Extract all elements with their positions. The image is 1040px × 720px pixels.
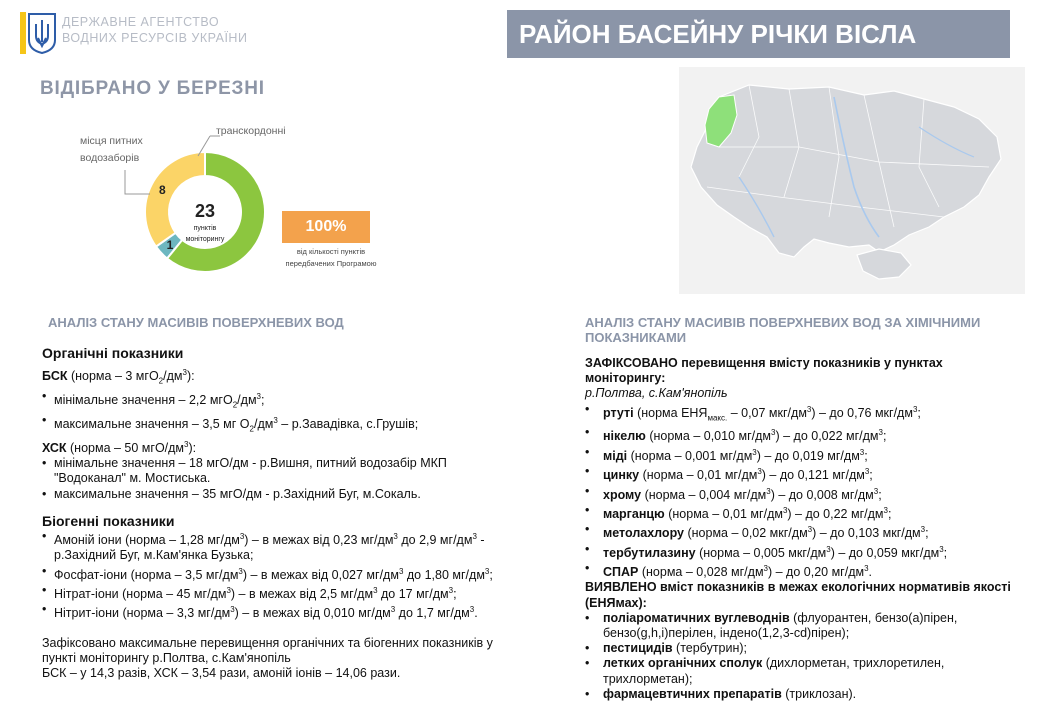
donut-segment-1 <box>145 152 205 247</box>
found-list <box>585 611 1015 702</box>
nitrite-line: • Нітрит-іони (норма – 3,3 $мг/дм^3$) – в межах від 0,010 $мг/дм^3$ до 1,7 $мг/дм^3$. <box>42 602 514 621</box>
exceedance-item: • нікелю (норма – 0,010 $мг/дм^3$) – до 0,022 $мг/дм^3$; <box>585 425 1015 444</box>
right-column <box>585 356 1015 702</box>
exceedance-item: • хрому (норма – 0,004 $мг/дм^3$) – до 0,008 $мг/дм^3$; <box>585 484 1015 503</box>
bsk-min: • мінімальне значення – 2,2 $мгО_2/дм^3$; <box>42 389 514 413</box>
summary-text: Зафіксовано максимальне перевищення органічних та біогенних показників у пункті моніторингу р.Полтва, с.Кам'янопіль <box>42 635 493 665</box>
donut-center-value: 23 <box>194 201 216 221</box>
percent-note: від кількості пунктів передбачених Програмою <box>285 247 377 268</box>
page-title: РАЙОН БАСЕЙНУ РІЧКИ ВІСЛА <box>507 10 1010 58</box>
ukraine-map <box>679 67 1025 294</box>
crimea <box>857 249 911 279</box>
found-item: • фармацевтичних препаратів (триклозан). <box>585 687 1015 702</box>
hsk-min: • мінімальне значення – 18 мгО/дм - р.Вишня, питний водозабір МКП "Водоканал" м. Мостиська. <box>42 456 514 486</box>
exceedance-item: • міді (норма – 0,001 $мг/дм^3$) – до 0,019 $мг/дм^3$; <box>585 445 1015 464</box>
label-transboundary: транскордонні <box>216 125 286 137</box>
found-heading: ВИЯВЛЕНО вміст показників в межах екологічних нормативів якості (ЕНЯмах): <box>585 580 1011 610</box>
hsk-max: • максимальне значення – 35 мгО/дм - р.Західний Буг, м.Сокаль. <box>42 487 514 502</box>
fixed-heading: ЗАФІКСОВАНО перевищення вмісту показників у пунктах моніторингу: <box>585 356 943 386</box>
exceedance-item: • метолахлору (норма – 0,02 мкг/$дм^3$) – до 0,103 мкг/$дм^3$; <box>585 522 1015 541</box>
exceedance-item: • марганцю (норма – 0,01 $мг/дм^3$) – до 0,22 $мг/дм^3$; <box>585 503 1015 522</box>
donut-center-label2: моніторингу <box>185 236 225 243</box>
agency-line2: ВОДНИХ РЕСУРСІВ УКРАЇНИ <box>62 31 248 45</box>
found-item: • поліароматичних вуглеводнів (флуорантен, бензо(а)пірен, бензо(g,h,i)перілен, індено(1,2,3-cd)пірен); <box>585 611 1015 641</box>
agency-line1: ДЕРЖАВНЕ АГЕНТСТВО <box>62 15 220 29</box>
phosphate-line: • Фосфат-іони (норма – 3,5 $мг/дм^3$) – в межах від 0,027 $мг/дм^3$ до 1,80 $мг/дм^3$; <box>42 564 514 583</box>
sampled-heading: ВІДІБРАНО У БЕРЕЗНІ <box>40 78 265 99</box>
fixed-place: р.Полтва, с.Кам'янопіль <box>585 386 728 401</box>
summary-text-2: БСК – у 14,3 разів, ХСК – 3,54 рази, амоній іонів – 14,06 рази. <box>42 666 401 680</box>
bsk-max: • максимальне значення – 3,5 мг $О_2/дм^3$ – р.Завадівка, с.Грушів; <box>42 413 514 437</box>
exceedance-item: • СПАР (норма – 0,028 $мг/дм^3$) – до 0,20 $мг/дм^3$. <box>585 561 1015 580</box>
biogenic-heading: Біогенні показники <box>42 512 175 529</box>
leader-line-drinking <box>125 170 150 194</box>
exceedance-item: • тербутилазину (норма – 0,005 мкг/$дм^3$) – до 0,059 мкг/$дм^3$; <box>585 542 1015 561</box>
donut-segment-value-0: 1 <box>166 237 174 252</box>
coat-of-arms-logo <box>20 12 58 54</box>
percent-badge: 100% <box>282 211 370 243</box>
exceedance-item: • ртуті (норма $ЕНЯ_{макс.} - 0,07$ мкг/$дм^3$) – до 0,76 мкг/$дм^3$; <box>585 402 1015 426</box>
left-column <box>42 346 514 681</box>
bsk-line: БСК (норма – 3 $мгО_2/дм^3$): <box>42 368 195 386</box>
label-drinking-intakes: місця питних водозаборів <box>80 135 143 164</box>
exceedance-list <box>585 402 1015 581</box>
hsk-line: ХСК (норма – 50 мгО/$дм^3$): <box>42 439 197 455</box>
ammonium-line: • Амоній іони (норма – 1,28 $мг/дм^3$) – в межах від 0,23 $мг/дм^3$ до 2,9 $мг/дм^3$ - р.Західний Буг, м.Кам'янка Бузька; <box>42 529 514 564</box>
right-section-title: АНАЛІЗ СТАНУ МАСИВІВ ПОВЕРХНЕВИХ ВОД ЗА ХІМІЧНИМИ ПОКАЗНИКАМИ <box>585 315 981 345</box>
donut-segment-value-1: 8 <box>159 182 166 197</box>
found-item: • пестицидів (тербутрин); <box>585 641 1015 656</box>
donut-center-label1: пунктів <box>193 225 217 232</box>
ukraine-outline <box>691 85 1001 257</box>
left-section-title: АНАЛІЗ СТАНУ МАСИВІВ ПОВЕРХНЕВИХ ВОД <box>48 315 344 330</box>
organic-heading: Органічні показники <box>42 345 184 361</box>
nitrate-line: • Нітрат-іони (норма – 45 $мг/дм^3$) – в межах від 2,5 $мг/дм^3$ до 17 $мг/дм^3$; <box>42 583 514 602</box>
found-item: • летких органічних сполук (дихлорметан, трихлоретилен, трихлорметан); <box>585 656 1015 686</box>
agency-name <box>62 14 247 46</box>
exceedance-item: • цинку (норма – 0,01 $мг/дм^3$) – до 0,121 $мг/дм^3$; <box>585 464 1015 483</box>
